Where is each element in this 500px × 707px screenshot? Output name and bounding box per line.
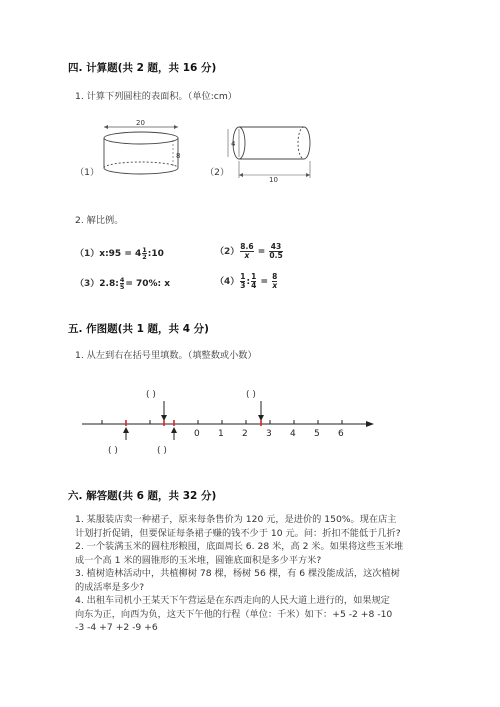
fig2-diameter-label: 4 xyxy=(231,140,236,148)
question-line: 成一个高 1 米的圆锥形的玉米堆，圆锥底面积是多少平方米? xyxy=(75,554,322,566)
bracket-above-1: ( ) xyxy=(146,390,156,400)
question-proportion: 2. 解比例。 xyxy=(75,215,124,226)
tick-label-4: 4 xyxy=(290,429,296,439)
tick-label-0: 0 xyxy=(194,429,200,439)
proportion-3-left: 2.8: xyxy=(99,279,119,289)
proportion-3-label: （3） xyxy=(75,279,100,289)
proportion-4-fraction-3: $\frac{8}{x}$ xyxy=(272,272,278,290)
question-line: 计划打折促销，但要保证每条裙子赚的钱不少于 10 元。问：折扣不能低于几折? xyxy=(75,527,401,539)
tick-label-6: 6 xyxy=(338,429,344,439)
question-line: 4. 出租车司机小王某天下午营运是在东西走向的人民大道上进行的，如果规定 xyxy=(75,595,390,606)
proportion-2: （2） $\frac{8.6}{x}$ = $\frac{43}{0.5}$ xyxy=(215,242,283,260)
proportion-1-left: x:95 = 4 xyxy=(99,249,142,259)
arrow-up-1 xyxy=(123,427,129,433)
proportion-1 xyxy=(75,246,164,261)
bracket-above-2: ( ) xyxy=(246,390,256,400)
question-line: 向东为正，向西为负，这天下午他的行程（单位：千米）如下：+5 -2 +8 -10 xyxy=(75,608,393,620)
question-line: 2. 一个装满玉米的圆柱形粮囤，底面周长 6. 28 米，高 2 米。如果将这些玉米堆 xyxy=(75,541,404,552)
question-cylinder-area: 1. 计算下列圆柱的表面积。（单位:cm） xyxy=(75,91,237,102)
bracket-below-1: ( ) xyxy=(108,446,118,456)
proportion-3-fraction: $\frac{4}{5}$ xyxy=(119,275,125,291)
section6-title: 六. 解答题(共 6 题，共 32 分) xyxy=(68,490,217,502)
figure1-label: （1） xyxy=(75,167,100,178)
proportion-2-fraction-left: $\frac{8.6}{x}$ xyxy=(240,242,254,260)
cylinder-figure-2 xyxy=(226,120,316,184)
section4-title: 四. 计算题(共 2 题，共 16 分) xyxy=(68,62,217,74)
figure2-label: （2） xyxy=(205,167,230,178)
proportion-4-fraction-1: $\frac{1}{3}$ xyxy=(240,272,246,290)
number-line-figure xyxy=(80,385,380,460)
fig1-width-label: 20 xyxy=(136,119,145,127)
proportion-4-label: （4） xyxy=(215,277,240,287)
proportion-1-label: （1） xyxy=(75,249,100,259)
fig2-length-label: 10 xyxy=(269,176,278,184)
tick-label-5: 5 xyxy=(314,429,320,439)
question-line: 1. 某服装店卖一种裙子，原来每条售价为 120 元，是进价的 150%。现在店主 xyxy=(75,514,397,525)
section5-title: 五. 作图题(共 1 题，共 4 分) xyxy=(68,323,209,335)
question-number-line: 1. 从左到右在括号里填数。（填整数或小数） xyxy=(75,350,257,361)
answer-questions xyxy=(75,513,435,635)
arrow-up-2 xyxy=(171,427,177,433)
tick-label-3: 3 xyxy=(266,429,272,439)
proportion-2-label: （2） xyxy=(215,247,240,257)
proportion-4-fraction-2: $\frac{1}{4}$ xyxy=(251,272,257,290)
axis-arrow xyxy=(366,421,374,427)
proportion-3-right: = 70%: x xyxy=(125,279,171,289)
proportion-4: （4） $\frac{1}{3}$ : $\frac{1}{4}$ = $\frac{8}{x}$ xyxy=(215,272,278,290)
proportion-2-fraction-right: $\frac{43}{0.5}$ xyxy=(269,242,283,260)
question-line: 的成活率是多少? xyxy=(75,581,145,593)
tick-label-2: 2 xyxy=(242,429,248,439)
proportion-1-fraction: $\frac{1}{2}$ xyxy=(142,245,147,261)
proportion-1-right: :10 xyxy=(147,249,164,259)
question-line: -3 -4 +7 +2 -9 +6 xyxy=(75,622,158,633)
fig1-height-label: 8 xyxy=(176,152,181,160)
proportion-3 xyxy=(75,276,170,291)
cylinder-figure-1 xyxy=(100,118,190,190)
tick-label-1: 1 xyxy=(218,429,224,439)
bracket-below-2: ( ) xyxy=(157,446,167,456)
question-line: 3. 植树造林活动中，共植柳树 78 棵，杨树 56 棵，有 6 棵没能成活，这次植树 xyxy=(75,568,400,579)
